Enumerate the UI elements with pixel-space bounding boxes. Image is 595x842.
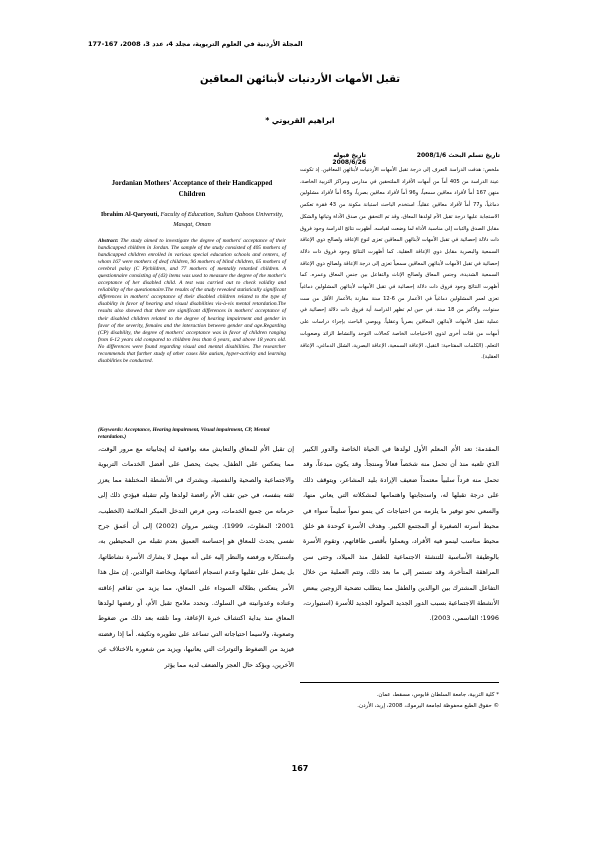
english-title: Jordanian Mothers' Acceptance of their Handicapped Children	[111, 179, 273, 198]
footnote-divider	[300, 682, 499, 683]
body-right-column: المقدمة: تعد الأم المعلم الأول لولدها في الحياة الخاصة والدور الكبير الذي تلعبه منذ أن تحمل منه شخصاً فعالاً ومنتجاً. وقد يكون مبدعاً، وقد تحمل منه فرداً سلبياً معتمداً ضعيف الإرادة بليد المشاعر، ويتوقف ذلك على درجة تقبلها له، واستجابتها واهتمامها لمشكلاته التي يعاني منها، والسعي نحو توفير ما يلزمه من احتياجات كي ينمو نمواً سليماً سواء في محيط أسرته الصغيرة أو المجتمع الكبير. وهدف الأسرة كوحدة هو خلق محيط مناسب لينمو فيه الأفراد، ويعملوا بأقصى طاقاتهم، وتقوم الأسرة بالوظيفة الأساسية للتنشئة الاجتماعية للطفل منذ الميلاد، وحتى سن المراهقة المتأخرة، وقد تستمر إلى ما بعد ذلك، وتتم العملية من خلال التفاعل المشترك بين الوالدين والطفل مما يتطلب تضحية الزوجين ببعض الأنشطة الاجتماعية بسبب الدور الجديد المولود الجديد للأسرة (استيوارت، 1996؛ القاسمي، 2003).	[303, 445, 499, 623]
english-abstract	[98, 238, 286, 365]
journal-header: المجلة الأردنية في العلوم التربوية، مجلد 4، عدد 3، 2008، 167-177	[88, 40, 303, 48]
english-keywords: (Keywords: Acceptance, Hearing impairment, Visual impairment, CP, Mental retardation.)	[98, 427, 270, 440]
body-left-column: إن تقبل الأم للمعاق والتعايش معه بواقعية له إيجابياته مع مرور الوقت، مما ينعكس على الطفل، بحيث يحصل على أفضل الخدمات التربوية والاجتماعية والصحية والنفسية، ويشترك في الأنشطة المختلفة مما يعزز ثقته بنفسه، في حين تقف الأم رافضة لولدها ولم تتقبله فيؤدي ذلك إلى حرمانه من جميع الخدمات، ومن فرص التدخل المبكر الملائمة (الخطيب، 2001؛ المغلوث، 1999). ويشير مروان (2002) إلى أن أعمق جرح نفسي يحدث للمعاق هو إحساسه العميق بعدم تقبله من المحيطين به، واستنكاره ورفضه والنظر إليه على أنه مهمل لا يشارك الأسرة نشاطاتها، بل يعمل على تقليها وعدم انسجام أعضائها، وبخاصة الوالدين. إن مثل هذا الأمر ينعكس بظلاله السوداء على المعاق، مما يزيد من تفاقم إعاقته وعناده وعدوانيته في السلوك. وتحدد ملامح تقبل الأم، أو رفضها لولدها المعاق منذ بداية اكتشاف خبرة الإعاقة، وما تلقته بعد ذلك من ضغوط وصعوبة، ولاسيما احتياجاته التي تساعد على تطويره وتكيفه. أما إذا رفضته فيزيد من الضغوط والتوترات التي يعانيها، ويزيد من شعوره بالاختلاف عن الآخرين، ويؤكد حال العجز والضعف لديه مما يؤثر	[98, 445, 295, 669]
footnotes	[300, 690, 499, 712]
english-affiliation: Faculty of Education, Sultan Qaboos University, Masqat, Oman	[160, 211, 284, 228]
abstract-text: The study aimed to investigate the degree of mothers' acceptance of their handicapped children in Jordan. The sample of the study consisted of 405 mothers of handicapped children enrolled in various special education schools and centers, of whom 167 were mothers of deaf children, 96 mothers of blind children, 65 mothers of cerebral palsy (C P)children, and 77 mothers of mentally retarded children. A questionnaire consisting of (43) items was used to measure the degree of the mother's acceptance of her disabled child. A test was carried out to check validity and reliability of the questionnaire.The results of the study revealed statistically significant differences in mothers' acceptance of their disabled children related to the type of disability in favor of hearing and visual disabilities vis-à-vis mental retardation.The results also showed that there are significant differences in mothers' acceptance of their disabled children related to the degree of hearing impairment and gender in favor of the severity, females and the interaction between gender and age.Regarding (CP) disability, the degree of mothers' acceptance was in favor of children ranging from 6-12 years old compared to children less than 6 years, and above 18 years old. No differences were found regarding visual and mental disabilities. The researcher recommends that further study of other cases like autism, hyper-activity and learning disabilities be conducted.	[98, 238, 286, 364]
footnote-copyright: © حقوق الطبع محفوظة لجامعة اليرموك، 2008، إربد، الأردن.	[357, 703, 499, 709]
author-name: ابراهيم القريوتي *	[265, 116, 335, 125]
accepted-date: تاريخ قبوله 2008/6/26	[332, 152, 366, 166]
page-number: 167	[291, 764, 309, 773]
received-date: تاريخ تسلم البحث 2008/1/6	[416, 152, 500, 159]
page-title: تقبل الأمهات الأردنيات لأبنائهن المعاقين	[199, 74, 401, 85]
english-author	[98, 210, 286, 229]
arabic-abstract: ملخص: هدفت الدراسة التعرف إلى درجة تقبل الأمهات الأردنيات لأبنائهن المعاقين. إذ تكونت عينة الدراسة من 405 أماً من أمهات الأفراد الملتحقين في مدارس ومراكز التربية الخاصة، منهن 167 أماً لأفراد معاقين سمعياً، و96 أماً لأفراد معاقين بصرياً، و65 أماً لأفراد مشلولين دماغياً، و77 أماً لأفراد معاقين عقلياً. استخدم الباحث استبانة مكونة من 43 فقرة تعكس الاستجابة عليها درجة تقبل الأم لولدها المعاق، وقد تم التحقق من صدق الأداة وثباتها والشكل مقابل الصدق والثبات إلى مناسبة الأداة لما وضعت لقياسه. أظهرت نتائج الدراسة وجود فروق ذات دلالة إحصائية في تقبل الأمهات لأبنائهن المعاقين تعزى لنوع الإعاقة ولصالح ذوي الإعاقة السمعية والبصرية مقابل ذوي الإعاقة العقلية. كما أظهرت النتائج وجود فروق ذات دلالة إحصائية في تقبل الأمهات لأبنائهن المعاقين سمعياً تعزى إلى درجة الإعاقة ولصالح ذوي الإعاقة السمعية الشديدة، وجنس المعاق ولصالح الإناث والتفاعل بين جنس المعاق وعمره. كما أظهرت النتائج وجود فروق ذات دلالة إحصائية في تقبل الأمهات لأبنائهن المشلولين دماغياً تعزى لعمر المشلولين دماغياً في الأعمار من 6-12 سنة مقارنة بالأعمار الأقل من ست سنوات، والأكبر من 18 سنة. في حين لم تظهر الدراسة أية فروق ذات دلالة إحصائية في عملية تقبل الأمهات لأبنائهن المعاقين بصرياً وعقلياً. ويوصي الباحث بإجراء دراسات على أمهات من فئات أخرى لذوي الاحتياجات الخاصة كحالات التوحد والنشاط الزائد وصعوبات التعلم. (الكلمات المفتاحية: التقبل، الإعاقة السمعية، الإعاقة البصرية، الشلل الدماغي، الإعاقة العقلية).	[300, 167, 499, 361]
english-author-name: Ibrahim Al-Qaryouti,	[100, 211, 159, 218]
footnote-affiliation: * كلية التربية، جامعة السلطان قابوس، مسقط، عمان.	[376, 692, 499, 698]
abstract-label: Abstract:	[98, 238, 119, 244]
